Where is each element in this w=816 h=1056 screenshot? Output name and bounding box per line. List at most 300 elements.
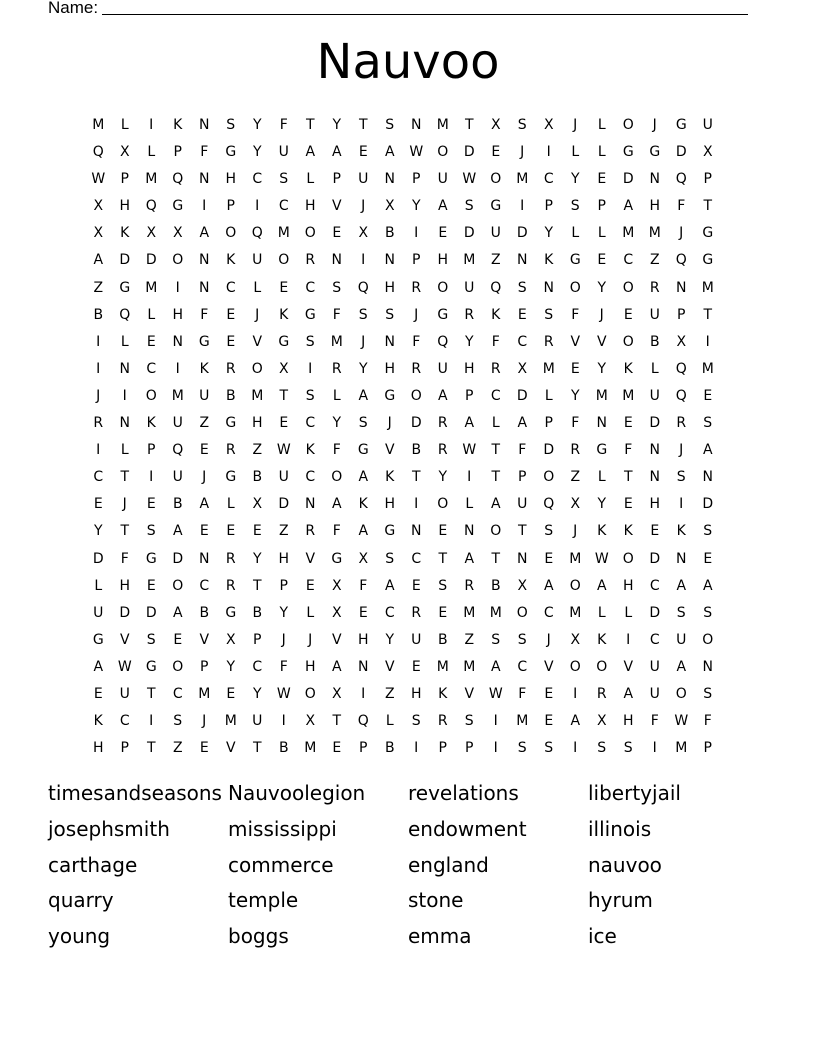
- grid-letter[interactable]: O: [516, 604, 528, 621]
- grid-letter[interactable]: S: [544, 523, 554, 540]
- grid-letter[interactable]: S: [623, 740, 633, 757]
- grid-letter[interactable]: M: [463, 604, 476, 621]
- grid-letter[interactable]: P: [359, 740, 368, 757]
- grid-letter[interactable]: M: [622, 387, 635, 404]
- grid-letter[interactable]: G: [569, 252, 581, 269]
- grid-letter[interactable]: P: [465, 387, 474, 404]
- grid-letter[interactable]: R: [649, 279, 660, 296]
- grid-letter[interactable]: V: [570, 333, 581, 350]
- grid-letter[interactable]: P: [253, 631, 262, 648]
- grid-letter[interactable]: S: [385, 550, 395, 567]
- grid-letter[interactable]: H: [119, 577, 131, 594]
- grid-letter[interactable]: S: [570, 198, 580, 215]
- grid-letter[interactable]: H: [622, 713, 634, 730]
- grid-letter[interactable]: A: [199, 225, 210, 242]
- grid-letter[interactable]: R: [596, 685, 607, 702]
- grid-letter[interactable]: O: [702, 631, 714, 648]
- grid-letter[interactable]: J: [308, 631, 313, 648]
- grid-letter[interactable]: Y: [252, 550, 262, 567]
- grid-letter[interactable]: Q: [543, 496, 555, 513]
- grid-letter[interactable]: S: [385, 117, 395, 133]
- grid-letter[interactable]: C: [543, 604, 554, 621]
- grid-letter[interactable]: M: [251, 387, 264, 404]
- grid-letter[interactable]: R: [331, 360, 342, 377]
- grid-letter[interactable]: B: [649, 333, 660, 350]
- grid-letter[interactable]: T: [279, 387, 289, 404]
- grid-letter[interactable]: I: [520, 198, 525, 215]
- grid-letter[interactable]: E: [650, 523, 660, 540]
- grid-letter[interactable]: C: [384, 604, 395, 621]
- grid-letter[interactable]: C: [543, 171, 554, 188]
- grid-letter[interactable]: J: [361, 333, 366, 350]
- grid-letter[interactable]: C: [199, 577, 210, 594]
- grid-letter[interactable]: D: [145, 604, 157, 621]
- grid-letter[interactable]: X: [278, 360, 289, 377]
- grid-letter[interactable]: T: [623, 469, 633, 486]
- grid-letter[interactable]: G: [437, 306, 449, 323]
- grid-letter[interactable]: M: [463, 658, 476, 675]
- grid-letter[interactable]: J: [599, 306, 604, 323]
- grid-letter[interactable]: Y: [464, 333, 474, 350]
- grid-letter[interactable]: T: [120, 523, 130, 540]
- grid-letter[interactable]: S: [358, 415, 368, 432]
- grid-letter[interactable]: H: [463, 360, 475, 377]
- grid-letter[interactable]: K: [120, 225, 130, 242]
- grid-letter[interactable]: X: [490, 117, 501, 133]
- grid-letter[interactable]: J: [520, 144, 525, 161]
- grid-letter[interactable]: P: [147, 442, 156, 459]
- grid-letter[interactable]: H: [384, 279, 396, 296]
- grid-letter[interactable]: U: [358, 171, 369, 188]
- grid-letter[interactable]: A: [623, 198, 634, 215]
- grid-letter[interactable]: A: [172, 523, 183, 540]
- grid-letter[interactable]: E: [226, 523, 236, 540]
- grid-letter[interactable]: L: [571, 225, 580, 242]
- grid-letter[interactable]: E: [93, 685, 103, 702]
- grid-letter[interactable]: Y: [252, 117, 262, 133]
- grid-letter[interactable]: S: [703, 523, 713, 540]
- grid-letter[interactable]: W: [674, 713, 689, 730]
- grid-letter[interactable]: E: [438, 225, 448, 242]
- grid-letter[interactable]: U: [411, 631, 422, 648]
- grid-letter[interactable]: O: [172, 658, 184, 675]
- grid-letter[interactable]: Y: [332, 117, 342, 133]
- grid-letter[interactable]: O: [543, 469, 555, 486]
- grid-letter[interactable]: Q: [675, 252, 687, 269]
- grid-letter[interactable]: A: [676, 658, 687, 675]
- grid-letter[interactable]: X: [172, 225, 183, 242]
- grid-letter[interactable]: I: [96, 442, 101, 459]
- grid-letter[interactable]: R: [225, 442, 236, 459]
- grid-letter[interactable]: M: [436, 117, 449, 133]
- grid-letter[interactable]: T: [491, 550, 501, 567]
- grid-letter[interactable]: O: [569, 577, 581, 594]
- grid-letter[interactable]: E: [226, 685, 236, 702]
- grid-letter[interactable]: K: [279, 306, 289, 323]
- grid-letter[interactable]: H: [410, 685, 422, 702]
- grid-letter[interactable]: Z: [464, 631, 475, 648]
- grid-letter[interactable]: N: [305, 496, 316, 513]
- grid-letter[interactable]: T: [703, 306, 713, 323]
- grid-letter[interactable]: G: [278, 333, 290, 350]
- grid-letter[interactable]: U: [278, 144, 289, 161]
- grid-letter[interactable]: W: [488, 685, 503, 702]
- grid-letter[interactable]: U: [649, 306, 660, 323]
- grid-letter[interactable]: D: [543, 442, 555, 459]
- grid-letter[interactable]: E: [199, 523, 209, 540]
- grid-letter[interactable]: B: [490, 577, 501, 594]
- grid-letter[interactable]: Y: [93, 523, 103, 540]
- grid-letter[interactable]: G: [145, 550, 157, 567]
- grid-letter[interactable]: V: [225, 740, 236, 757]
- grid-letter[interactable]: G: [622, 144, 634, 161]
- grid-letter[interactable]: P: [518, 469, 527, 486]
- grid-letter[interactable]: Y: [252, 685, 262, 702]
- grid-letter[interactable]: P: [279, 577, 288, 594]
- grid-letter[interactable]: F: [120, 550, 129, 567]
- grid-letter[interactable]: F: [491, 333, 500, 350]
- grid-letter[interactable]: E: [358, 604, 368, 621]
- grid-letter[interactable]: L: [226, 496, 235, 513]
- grid-letter[interactable]: D: [172, 550, 184, 567]
- grid-letter[interactable]: O: [410, 387, 422, 404]
- grid-letter[interactable]: M: [701, 360, 714, 377]
- grid-letter[interactable]: B: [384, 740, 395, 757]
- grid-letter[interactable]: M: [463, 252, 476, 269]
- grid-letter[interactable]: E: [279, 415, 289, 432]
- grid-letter[interactable]: M: [489, 604, 502, 621]
- grid-letter[interactable]: L: [306, 604, 315, 621]
- grid-letter[interactable]: V: [623, 658, 634, 675]
- grid-letter[interactable]: O: [437, 279, 449, 296]
- grid-letter[interactable]: N: [199, 117, 210, 133]
- grid-letter[interactable]: N: [517, 550, 528, 567]
- grid-letter[interactable]: S: [146, 631, 156, 648]
- grid-letter[interactable]: X: [358, 225, 369, 242]
- grid-letter[interactable]: P: [120, 171, 129, 188]
- grid-letter[interactable]: R: [93, 415, 104, 432]
- grid-letter[interactable]: X: [358, 550, 369, 567]
- grid-letter[interactable]: H: [357, 631, 369, 648]
- grid-letter[interactable]: S: [544, 740, 554, 757]
- grid-letter[interactable]: G: [92, 631, 104, 648]
- grid-letter[interactable]: S: [464, 198, 474, 215]
- grid-letter[interactable]: N: [358, 658, 369, 675]
- grid-letter[interactable]: I: [414, 225, 419, 242]
- grid-letter[interactable]: J: [573, 117, 578, 133]
- grid-letter[interactable]: K: [305, 442, 315, 459]
- grid-letter[interactable]: K: [438, 685, 448, 702]
- grid-letter[interactable]: C: [252, 171, 263, 188]
- grid-letter[interactable]: A: [437, 387, 448, 404]
- grid-letter[interactable]: S: [517, 117, 527, 133]
- grid-letter[interactable]: N: [649, 171, 660, 188]
- grid-letter[interactable]: E: [438, 604, 448, 621]
- grid-letter[interactable]: V: [119, 631, 130, 648]
- grid-letter[interactable]: A: [596, 577, 607, 594]
- grid-letter[interactable]: B: [172, 496, 183, 513]
- grid-letter[interactable]: E: [623, 496, 633, 513]
- grid-letter[interactable]: W: [91, 171, 106, 188]
- grid-letter[interactable]: U: [517, 496, 528, 513]
- grid-letter[interactable]: I: [626, 631, 631, 648]
- grid-letter[interactable]: N: [411, 117, 422, 133]
- grid-letter[interactable]: U: [649, 685, 660, 702]
- grid-letter[interactable]: A: [199, 496, 210, 513]
- grid-letter[interactable]: P: [332, 171, 341, 188]
- grid-letter[interactable]: Q: [437, 333, 449, 350]
- grid-letter[interactable]: L: [491, 415, 500, 432]
- grid-letter[interactable]: K: [597, 523, 607, 540]
- grid-letter[interactable]: Y: [544, 225, 554, 242]
- grid-letter[interactable]: K: [597, 631, 607, 648]
- grid-letter[interactable]: Y: [597, 496, 607, 513]
- grid-letter[interactable]: E: [226, 306, 236, 323]
- grid-letter[interactable]: B: [437, 631, 448, 648]
- grid-letter[interactable]: T: [358, 117, 368, 133]
- grid-letter[interactable]: S: [703, 415, 713, 432]
- name-field[interactable]: [48, 0, 748, 18]
- grid-letter[interactable]: O: [437, 144, 449, 161]
- grid-letter[interactable]: B: [252, 604, 263, 621]
- grid-letter[interactable]: W: [462, 442, 477, 459]
- grid-letter[interactable]: M: [622, 225, 635, 242]
- grid-letter[interactable]: V: [199, 631, 210, 648]
- grid-letter[interactable]: Y: [438, 469, 448, 486]
- grid-letter[interactable]: M: [595, 387, 608, 404]
- grid-letter[interactable]: X: [305, 713, 316, 730]
- grid-letter[interactable]: I: [679, 496, 684, 513]
- grid-letter[interactable]: E: [173, 631, 183, 648]
- grid-letter[interactable]: L: [465, 496, 474, 513]
- grid-letter[interactable]: A: [384, 144, 395, 161]
- grid-letter[interactable]: W: [276, 442, 291, 459]
- grid-letter[interactable]: T: [120, 469, 130, 486]
- grid-letter[interactable]: I: [493, 740, 498, 757]
- grid-letter[interactable]: T: [305, 117, 315, 133]
- grid-letter[interactable]: O: [675, 685, 687, 702]
- grid-letter[interactable]: K: [146, 415, 156, 432]
- grid-letter[interactable]: J: [202, 713, 207, 730]
- grid-letter[interactable]: M: [304, 740, 317, 757]
- grid-letter[interactable]: H: [225, 171, 237, 188]
- grid-letter[interactable]: C: [623, 252, 634, 269]
- grid-letter[interactable]: O: [304, 685, 316, 702]
- grid-letter[interactable]: Z: [570, 469, 581, 486]
- grid-letter[interactable]: L: [597, 225, 606, 242]
- grid-letter[interactable]: N: [172, 333, 183, 350]
- grid-letter[interactable]: E: [199, 740, 209, 757]
- grid-letter[interactable]: E: [623, 415, 633, 432]
- grid-letter[interactable]: U: [119, 685, 130, 702]
- grid-letter[interactable]: M: [516, 171, 529, 188]
- grid-letter[interactable]: F: [200, 306, 209, 323]
- grid-letter[interactable]: V: [331, 198, 342, 215]
- grid-letter[interactable]: M: [516, 713, 529, 730]
- grid-letter[interactable]: Q: [172, 171, 184, 188]
- grid-letter[interactable]: L: [306, 171, 315, 188]
- grid-letter[interactable]: E: [411, 577, 421, 594]
- grid-letter[interactable]: P: [438, 740, 447, 757]
- grid-letter[interactable]: N: [119, 415, 130, 432]
- grid-letter[interactable]: A: [517, 415, 528, 432]
- grid-letter[interactable]: B: [225, 387, 236, 404]
- grid-letter[interactable]: M: [145, 279, 158, 296]
- grid-letter[interactable]: S: [517, 740, 527, 757]
- grid-letter[interactable]: H: [649, 496, 661, 513]
- grid-letter[interactable]: L: [571, 144, 580, 161]
- grid-letter[interactable]: F: [518, 685, 527, 702]
- grid-letter[interactable]: A: [437, 198, 448, 215]
- grid-letter[interactable]: P: [544, 415, 553, 432]
- grid-letter[interactable]: C: [411, 550, 422, 567]
- grid-letter[interactable]: I: [308, 360, 313, 377]
- grid-letter[interactable]: Q: [251, 225, 263, 242]
- grid-letter[interactable]: I: [149, 713, 154, 730]
- grid-letter[interactable]: N: [649, 442, 660, 459]
- grid-letter[interactable]: Z: [172, 740, 183, 757]
- grid-letter[interactable]: E: [597, 171, 607, 188]
- grid-letter[interactable]: I: [361, 685, 366, 702]
- grid-letter[interactable]: G: [649, 144, 661, 161]
- grid-letter[interactable]: A: [490, 658, 501, 675]
- grid-letter[interactable]: S: [385, 306, 395, 323]
- grid-letter[interactable]: C: [305, 279, 316, 296]
- grid-letter[interactable]: U: [172, 415, 183, 432]
- grid-letter[interactable]: L: [650, 360, 659, 377]
- grid-letter[interactable]: R: [570, 442, 581, 459]
- grid-letter[interactable]: R: [437, 415, 448, 432]
- grid-letter[interactable]: S: [517, 631, 527, 648]
- grid-letter[interactable]: D: [649, 415, 661, 432]
- grid-letter[interactable]: M: [92, 117, 105, 133]
- grid-letter[interactable]: Q: [490, 279, 502, 296]
- grid-letter[interactable]: F: [703, 713, 712, 730]
- grid-letter[interactable]: A: [93, 252, 104, 269]
- grid-letter[interactable]: A: [702, 442, 713, 459]
- grid-letter[interactable]: R: [225, 360, 236, 377]
- grid-letter[interactable]: Y: [358, 360, 368, 377]
- grid-letter[interactable]: I: [122, 387, 127, 404]
- grid-letter[interactable]: I: [467, 469, 472, 486]
- grid-letter[interactable]: R: [225, 577, 236, 594]
- grid-letter[interactable]: Z: [93, 279, 104, 296]
- grid-letter[interactable]: E: [199, 442, 209, 459]
- grid-letter[interactable]: J: [361, 198, 366, 215]
- grid-letter[interactable]: J: [414, 306, 419, 323]
- grid-letter[interactable]: G: [119, 279, 131, 296]
- grid-letter[interactable]: G: [357, 442, 369, 459]
- grid-letter[interactable]: A: [384, 577, 395, 594]
- grid-letter[interactable]: X: [93, 225, 104, 242]
- grid-letter[interactable]: R: [411, 360, 422, 377]
- grid-letter[interactable]: U: [649, 387, 660, 404]
- grid-letter[interactable]: C: [146, 360, 157, 377]
- grid-letter[interactable]: K: [226, 252, 236, 269]
- grid-letter[interactable]: F: [279, 658, 288, 675]
- grid-letter[interactable]: E: [411, 658, 421, 675]
- grid-letter[interactable]: W: [276, 685, 291, 702]
- grid-letter[interactable]: L: [597, 469, 606, 486]
- grid-letter[interactable]: D: [463, 144, 475, 161]
- grid-letter[interactable]: H: [304, 198, 316, 215]
- grid-letter[interactable]: G: [702, 225, 714, 242]
- grid-letter[interactable]: H: [649, 198, 661, 215]
- grid-letter[interactable]: J: [387, 415, 392, 432]
- grid-letter[interactable]: H: [437, 252, 449, 269]
- grid-letter[interactable]: F: [332, 306, 341, 323]
- grid-letter[interactable]: S: [597, 740, 607, 757]
- grid-letter[interactable]: S: [703, 685, 713, 702]
- grid-letter[interactable]: H: [384, 360, 396, 377]
- grid-letter[interactable]: C: [172, 685, 183, 702]
- grid-letter[interactable]: U: [199, 387, 210, 404]
- grid-letter[interactable]: N: [464, 523, 475, 540]
- grid-letter[interactable]: Q: [92, 144, 104, 161]
- grid-letter[interactable]: Z: [490, 252, 501, 269]
- grid-letter[interactable]: X: [252, 496, 263, 513]
- grid-letter[interactable]: F: [332, 442, 341, 459]
- grid-letter[interactable]: U: [252, 713, 263, 730]
- grid-letter[interactable]: S: [676, 469, 686, 486]
- grid-letter[interactable]: N: [596, 415, 607, 432]
- grid-letter[interactable]: A: [490, 496, 501, 513]
- grid-letter[interactable]: A: [358, 523, 369, 540]
- grid-letter[interactable]: X: [676, 333, 687, 350]
- grid-letter[interactable]: N: [331, 252, 342, 269]
- grid-letter[interactable]: J: [281, 631, 286, 648]
- grid-letter[interactable]: T: [703, 198, 713, 215]
- grid-letter[interactable]: C: [517, 333, 528, 350]
- grid-letter[interactable]: M: [569, 550, 582, 567]
- grid-letter[interactable]: A: [702, 577, 713, 594]
- grid-letter[interactable]: A: [464, 415, 475, 432]
- grid-letter[interactable]: H: [172, 306, 184, 323]
- grid-letter[interactable]: A: [543, 577, 554, 594]
- grid-letter[interactable]: S: [305, 333, 315, 350]
- grid-letter[interactable]: U: [172, 469, 183, 486]
- grid-letter[interactable]: I: [255, 198, 260, 215]
- grid-letter[interactable]: E: [491, 144, 501, 161]
- grid-letter[interactable]: B: [411, 442, 422, 459]
- grid-letter[interactable]: G: [225, 469, 237, 486]
- grid-letter[interactable]: S: [411, 713, 421, 730]
- grid-letter[interactable]: T: [491, 469, 501, 486]
- grid-letter[interactable]: C: [278, 198, 289, 215]
- grid-letter[interactable]: K: [491, 306, 501, 323]
- grid-letter[interactable]: I: [705, 333, 710, 350]
- grid-letter[interactable]: D: [410, 415, 422, 432]
- grid-letter[interactable]: Q: [119, 306, 131, 323]
- grid-letter[interactable]: B: [93, 306, 104, 323]
- grid-letter[interactable]: G: [490, 198, 502, 215]
- grid-letter[interactable]: C: [225, 279, 236, 296]
- grid-letter[interactable]: W: [594, 550, 609, 567]
- grid-letter[interactable]: E: [703, 387, 713, 404]
- grid-letter[interactable]: O: [251, 360, 263, 377]
- grid-letter[interactable]: U: [93, 604, 104, 621]
- grid-letter[interactable]: S: [703, 604, 713, 621]
- grid-letter[interactable]: D: [649, 550, 661, 567]
- grid-letter[interactable]: L: [332, 387, 341, 404]
- grid-letter[interactable]: X: [702, 144, 713, 161]
- grid-letter[interactable]: L: [385, 713, 394, 730]
- grid-letter[interactable]: V: [305, 550, 316, 567]
- grid-letter[interactable]: I: [175, 360, 180, 377]
- grid-letter[interactable]: F: [518, 442, 527, 459]
- grid-letter[interactable]: R: [305, 252, 316, 269]
- grid-letter[interactable]: V: [464, 685, 475, 702]
